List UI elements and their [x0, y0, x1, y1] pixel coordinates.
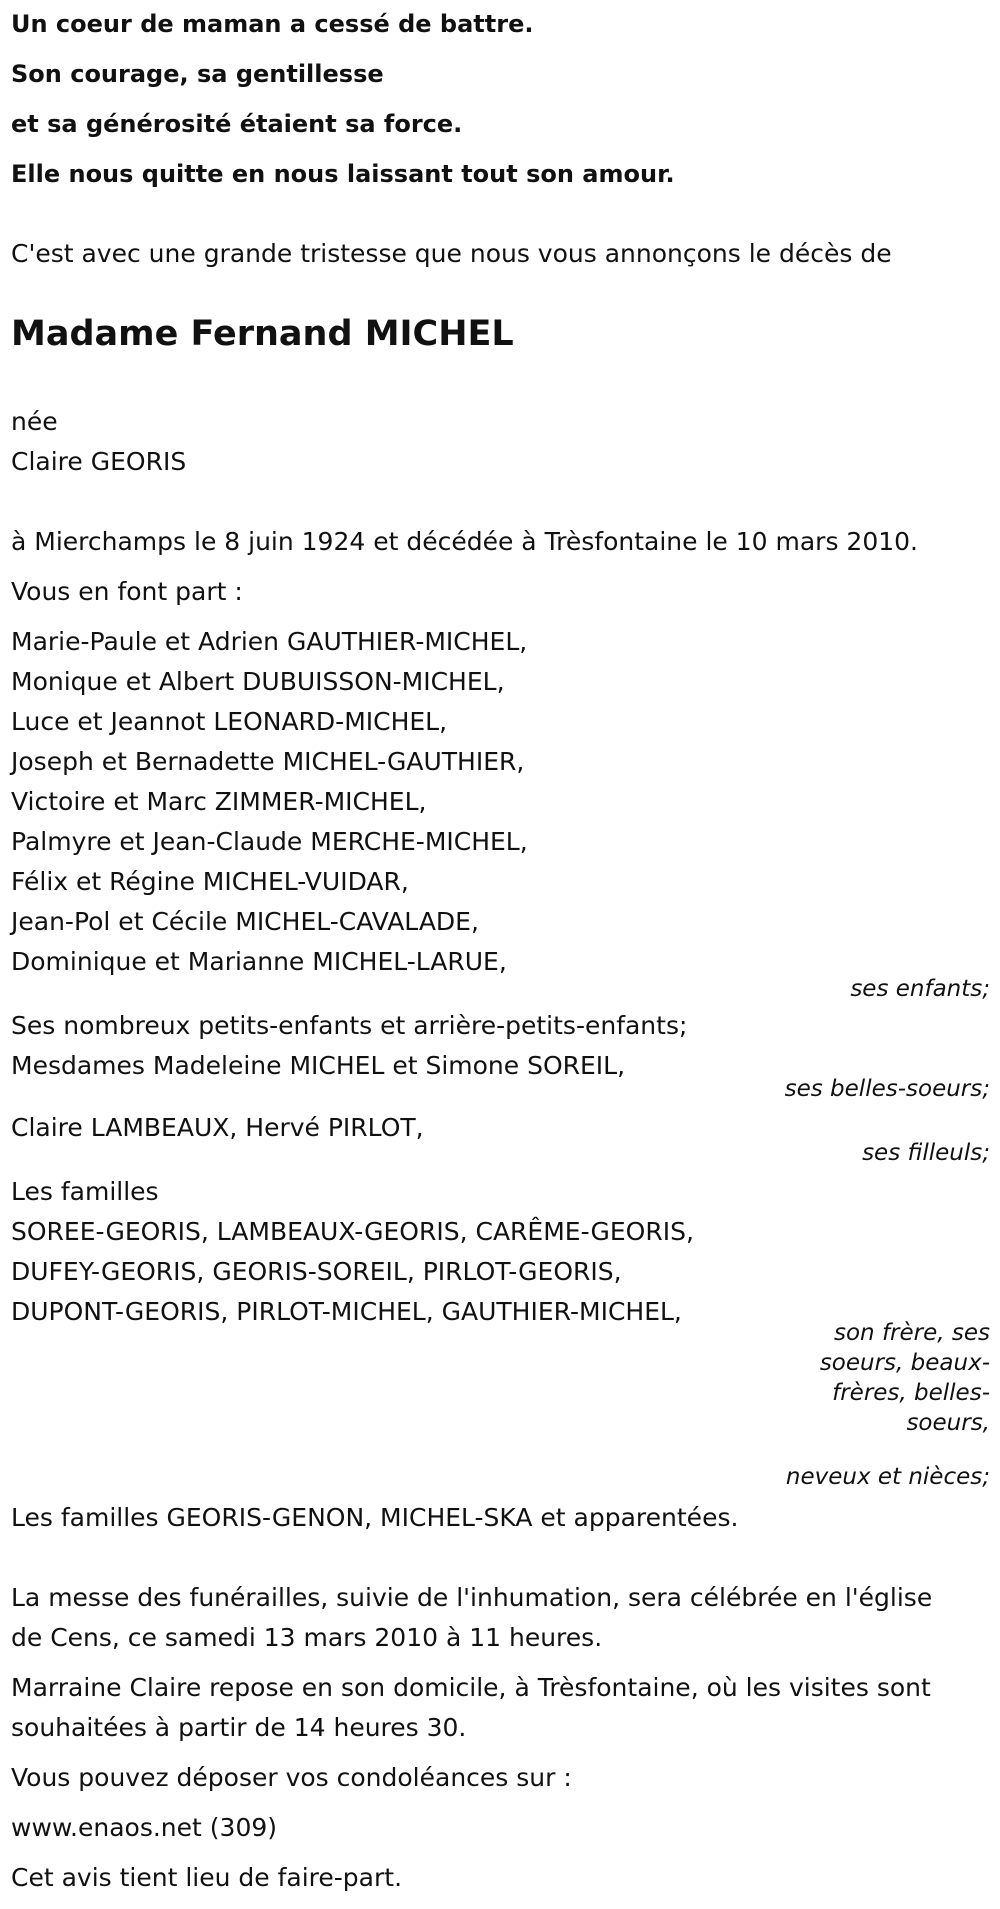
child-entry: Marie-Paule et Adrien GAUTHIER-MICHEL,	[11, 627, 528, 656]
intro-line: Son courage, sa gentillesse	[11, 60, 384, 88]
other-families: Les familles GEORIS-GENON, MICHEL-SKA et apparentées.	[11, 1503, 739, 1532]
website-link[interactable]: www.enaos.net (309)	[11, 1813, 278, 1842]
family-entry: SOREE-GEORIS, LAMBEAUX-GEORIS, CARÊME-GEORIS,	[11, 1217, 694, 1246]
sisters-in-law-label: ses belles-soeurs;	[784, 1076, 990, 1102]
child-entry: Jean-Pol et Cécile MICHEL-CAVALADE,	[11, 907, 479, 936]
announcement: C'est avec une grande tristesse que nous vous annonçons le décès de	[11, 239, 892, 268]
funeral-line: La messe des funérailles, suivie de l'inhumation, sera célébrée en l'église	[11, 1583, 933, 1612]
family-entry: DUPONT-GEORIS, PIRLOT-MICHEL, GAUTHIER-MICHEL,	[11, 1297, 682, 1326]
child-entry: Palmyre et Jean-Claude MERCHE-MICHEL,	[11, 827, 528, 856]
nee-label: née	[11, 407, 58, 436]
children-label: ses enfants;	[850, 976, 990, 1002]
sisters-in-law: Mesdames Madeleine MICHEL et Simone SOREIL,	[11, 1051, 626, 1080]
deceased-name: Madame Fernand MICHEL	[11, 314, 514, 354]
visit-line: Marraine Claire repose en son domicile, à Trèsfontaine, où les visites sont	[11, 1673, 931, 1702]
child-entry: Luce et Jeannot LEONARD-MICHEL,	[11, 707, 448, 736]
grandchildren: Ses nombreux petits-enfants et arrière-petits-enfants;	[11, 1011, 688, 1040]
visit-line: souhaitées à partir de 14 heures 30.	[11, 1713, 467, 1742]
condolences-text: Vous pouvez déposer vos condoléances sur :	[11, 1763, 572, 1792]
intro-line: et sa générosité étaient sa force.	[11, 110, 463, 138]
families-label: son frère, ses soeurs, beaux-frères, belles-soeurs,	[819, 1320, 990, 1436]
maiden-name: Claire GEORIS	[11, 447, 187, 476]
families-label-2: neveux et nièces;	[785, 1464, 990, 1490]
godchildren: Claire LAMBEAUX, Hervé PIRLOT,	[11, 1113, 424, 1142]
closing-text: Cet avis tient lieu de faire-part.	[11, 1863, 403, 1892]
intro-line: Elle nous quitte en nous laissant tout son amour.	[11, 160, 675, 188]
child-entry: Dominique et Marianne MICHEL-LARUE,	[11, 947, 507, 976]
intro-line: Un coeur de maman a cessé de battre.	[11, 10, 534, 38]
child-entry: Monique et Albert DUBUISSON-MICHEL,	[11, 667, 505, 696]
child-entry: Félix et Régine MICHEL-VUIDAR,	[11, 867, 409, 896]
godchildren-label: ses filleuls;	[862, 1140, 990, 1166]
family-entry: DUFEY-GEORIS, GEORIS-SOREIL, PIRLOT-GEORIS,	[11, 1257, 622, 1286]
child-entry: Victoire et Marc ZIMMER-MICHEL,	[11, 787, 427, 816]
funeral-line: de Cens, ce samedi 13 mars 2010 à 11 heures.	[11, 1623, 603, 1652]
families-intro: Les familles	[11, 1177, 159, 1206]
child-entry: Joseph et Bernadette MICHEL-GAUTHIER,	[11, 747, 525, 776]
birth-death: à Mierchamps le 8 juin 1924 et décédée à Trèsfontaine le 10 mars 2010.	[11, 527, 919, 556]
font-part: Vous en font part :	[11, 577, 243, 606]
